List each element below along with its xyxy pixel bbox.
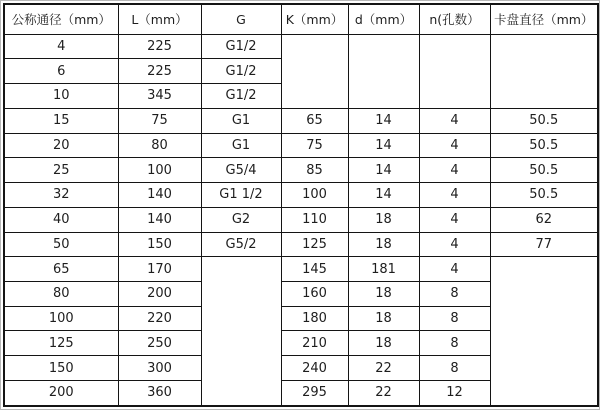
cell-l: 75 (118, 108, 201, 133)
cell-k: 180 (281, 306, 348, 331)
cell-g: G1/2 (201, 84, 281, 109)
header-nominal-diameter: 公称通径（mm） (4, 4, 118, 34)
cell-d: 14 (348, 158, 419, 183)
cell-dn: 10 (4, 84, 118, 109)
merged-empty-cell-chuck (490, 257, 598, 406)
cell-k: 160 (281, 281, 348, 306)
table-row (4, 108, 598, 133)
cell-l: 250 (118, 331, 201, 356)
cell-dn: 150 (4, 356, 118, 381)
cell-l: 220 (118, 306, 201, 331)
cell-d: 14 (348, 133, 419, 158)
cell-chuck: 50.5 (490, 158, 598, 183)
cell-dn: 50 (4, 232, 118, 257)
cell-l: 150 (118, 232, 201, 257)
cell-l: 100 (118, 158, 201, 183)
cell-k: 125 (281, 232, 348, 257)
cell-k: 75 (281, 133, 348, 158)
cell-l: 140 (118, 207, 201, 232)
table-row (4, 257, 598, 282)
cell-g: G1/2 (201, 34, 281, 59)
table-row (4, 133, 598, 158)
merged-empty-cell-d (348, 34, 419, 108)
cell-n: 4 (419, 207, 490, 232)
cell-n: 4 (419, 133, 490, 158)
cell-d: 22 (348, 380, 419, 406)
spec-table (3, 3, 599, 407)
cell-d: 18 (348, 281, 419, 306)
cell-dn: 20 (4, 133, 118, 158)
cell-l: 225 (118, 34, 201, 59)
cell-n: 12 (419, 380, 490, 406)
cell-dn: 80 (4, 281, 118, 306)
merged-empty-cell-chuck (490, 34, 598, 108)
cell-g: G2 (201, 207, 281, 232)
header-bolt-circle-k: K（mm） (281, 4, 348, 34)
cell-d: 18 (348, 232, 419, 257)
cell-l: 345 (118, 84, 201, 109)
cell-k: 85 (281, 158, 348, 183)
cell-dn: 4 (4, 34, 118, 59)
cell-dn: 40 (4, 207, 118, 232)
cell-d: 22 (348, 356, 419, 381)
table-row (4, 207, 598, 232)
cell-chuck: 62 (490, 207, 598, 232)
merged-empty-cell-k (281, 34, 348, 108)
header-chuck-diameter: 卡盘直径（mm） (490, 4, 598, 34)
cell-d: 181 (348, 257, 419, 282)
cell-l: 300 (118, 356, 201, 381)
cell-d: 18 (348, 207, 419, 232)
cell-dn: 125 (4, 331, 118, 356)
cell-l: 80 (118, 133, 201, 158)
table-row (4, 34, 598, 59)
cell-chuck: 50.5 (490, 108, 598, 133)
cell-l: 360 (118, 380, 201, 406)
cell-d: 18 (348, 306, 419, 331)
cell-n: 8 (419, 306, 490, 331)
cell-dn: 32 (4, 183, 118, 208)
cell-l: 225 (118, 59, 201, 84)
cell-d: 18 (348, 331, 419, 356)
cell-g: G1 (201, 108, 281, 133)
table-row (4, 183, 598, 208)
cell-d: 14 (348, 108, 419, 133)
cell-g: G1 (201, 133, 281, 158)
cell-k: 110 (281, 207, 348, 232)
cell-dn: 65 (4, 257, 118, 282)
cell-l: 200 (118, 281, 201, 306)
cell-g: G5/2 (201, 232, 281, 257)
cell-k: 65 (281, 108, 348, 133)
cell-n: 4 (419, 257, 490, 282)
cell-dn: 100 (4, 306, 118, 331)
header-hole-count-n: n(孔数） (419, 4, 490, 34)
header-row (4, 4, 598, 34)
header-length-l: L（mm） (118, 4, 201, 34)
cell-n: 4 (419, 158, 490, 183)
cell-dn: 200 (4, 380, 118, 406)
cell-n: 4 (419, 232, 490, 257)
merged-empty-cell-n (419, 34, 490, 108)
cell-g: G1 1/2 (201, 183, 281, 208)
cell-l: 170 (118, 257, 201, 282)
cell-dn: 15 (4, 108, 118, 133)
cell-k: 145 (281, 257, 348, 282)
cell-g: G5/4 (201, 158, 281, 183)
table-row (4, 158, 598, 183)
cell-dn: 6 (4, 59, 118, 84)
cell-n: 8 (419, 331, 490, 356)
cell-n: 4 (419, 183, 490, 208)
cell-k: 240 (281, 356, 348, 381)
cell-k: 295 (281, 380, 348, 406)
cell-dn: 25 (4, 158, 118, 183)
cell-g: G1/2 (201, 59, 281, 84)
header-thread-g: G (201, 4, 281, 34)
cell-n: 8 (419, 281, 490, 306)
cell-n: 8 (419, 356, 490, 381)
cell-chuck: 50.5 (490, 133, 598, 158)
header-hole-diameter-d: d（mm） (348, 4, 419, 34)
cell-k: 100 (281, 183, 348, 208)
table-row (4, 232, 598, 257)
cell-chuck: 50.5 (490, 183, 598, 208)
cell-k: 210 (281, 331, 348, 356)
cell-d: 14 (348, 183, 419, 208)
cell-n: 4 (419, 108, 490, 133)
merged-empty-cell-g (201, 257, 281, 406)
cell-chuck: 77 (490, 232, 598, 257)
cell-l: 140 (118, 183, 201, 208)
